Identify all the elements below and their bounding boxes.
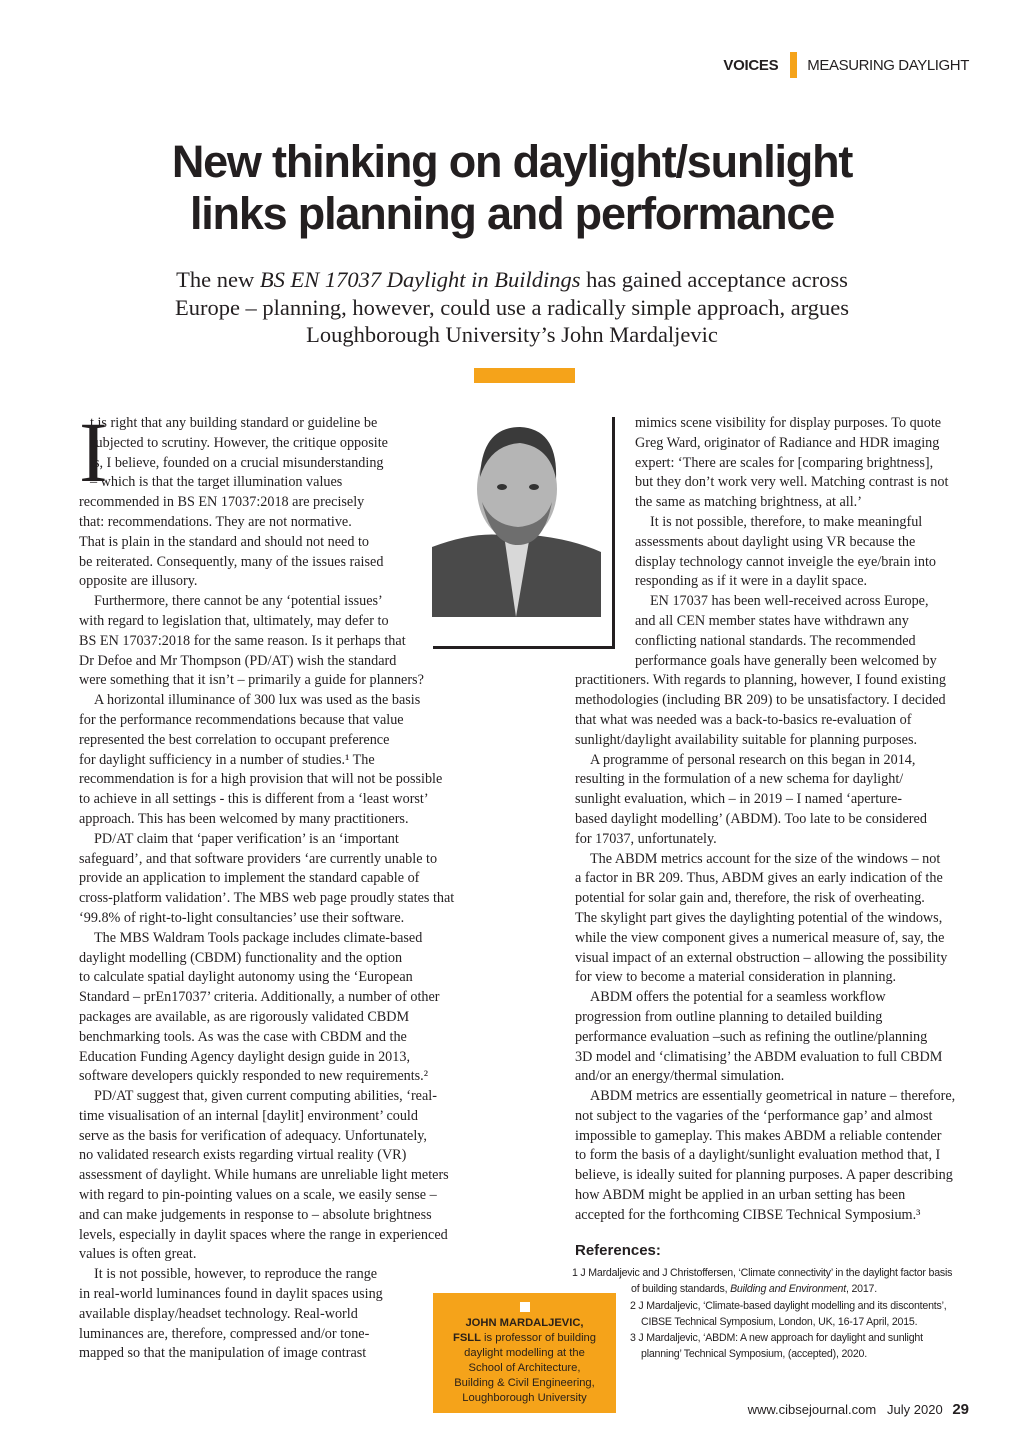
body-text-line: to achieve in all settings - this is different from a ‘least worst’ xyxy=(79,791,429,808)
body-text-line: with regard to legislation that, ultimately, may defer to xyxy=(79,612,389,629)
standfirst-text: The new xyxy=(176,267,260,292)
body-text-line: levels, especially in daylit spaces where the range in experienced xyxy=(79,1226,448,1243)
body-text-line: ABDM metrics are essentially geometrical in nature – therefore, xyxy=(590,1088,956,1105)
reference-journal: Building and Environment xyxy=(730,1283,846,1296)
body-text-line: while the view component gives a numerical measure of, say, the xyxy=(575,929,945,946)
body-text-line: Furthermore, there cannot be any ‘potential issues’ xyxy=(94,593,383,610)
accent-rule xyxy=(474,368,575,383)
bio-text: Loughborough University xyxy=(462,1392,587,1404)
standfirst-title: BS EN 17037 Daylight in Buildings xyxy=(259,267,581,292)
body-text-line: The ABDM metrics account for the size of the windows – not xyxy=(590,850,941,867)
body-text-line: practitioners. With regards to planning, however, I found existing xyxy=(575,672,946,689)
body-text-line: mimics scene visibility for display purposes. To quote xyxy=(635,415,942,431)
body-text-line: for the performance recommendations because that value xyxy=(79,711,404,728)
body-text-line: That is plain in the standard and should not need to xyxy=(79,533,369,550)
references-title: References: xyxy=(575,1242,661,1259)
body-text-line: assessment of daylight. While humans are unreliable light meters xyxy=(79,1167,449,1184)
body-text-line: subjected to scrutiny. However, the critique opposite xyxy=(90,434,388,451)
body-text-line: to calculate spatial daylight autonomy using the ‘European xyxy=(79,969,413,986)
body-text-line: available display/headset technology. Real-world xyxy=(79,1305,358,1322)
body-text-line: values is often great. xyxy=(79,1246,197,1263)
body-text-line: in real-world luminances found in daylit spaces using xyxy=(79,1286,383,1303)
body-text-line: based daylight modelling’ (ABDM). Too late to be considered xyxy=(575,810,927,827)
body-text-line: opposite are illusory. xyxy=(79,573,198,590)
body-text-line: that: recommendations. They are not normative. xyxy=(79,513,352,530)
body-text-line: It is not possible, therefore, to make meaningful xyxy=(650,513,923,530)
body-text-line: The skylight part gives the daylighting potential of the windows, xyxy=(575,909,943,926)
body-text-line: PD/AT claim that ‘paper verification’ is an ‘important xyxy=(94,830,399,847)
body-text-line: Greg Ward, originator of Radiance and HDR imaging xyxy=(635,434,940,451)
body-text-line: recommended in BS EN 17037:2018 are precisely xyxy=(79,494,365,511)
body-text-line: performance evaluation –such as refining the outline/planning xyxy=(575,1028,928,1045)
body-text-line: display technology cannot inveigle the eye/brain into xyxy=(635,553,937,570)
bio-text: School of Architecture, xyxy=(468,1362,581,1374)
body-text-line: software developers quickly responded to new requirements.² xyxy=(79,1068,428,1085)
body-text-line: – which is that the target illumination values xyxy=(90,474,343,491)
author-photo xyxy=(432,417,601,617)
headline xyxy=(0,136,1024,240)
body-text-line: t is right that any building standard or guideline be xyxy=(90,415,378,431)
standfirst-text: has gained acceptance across xyxy=(580,267,848,292)
body-text-line: for view to become a material consideration in planning. xyxy=(575,969,897,986)
body-text-line: performance goals have generally been welcomed by xyxy=(635,652,937,669)
reference-text: , 2017. xyxy=(846,1283,877,1296)
article-column-left xyxy=(79,404,455,1364)
body-text-line: benchmarking tools. As was the case with CBDM and the xyxy=(79,1028,407,1045)
body-text-line: luminances are, therefore, compressed and/or tone- xyxy=(79,1325,370,1342)
section-header xyxy=(723,52,969,78)
body-text-line: visual impact of an external obstruction – allowing the possibility xyxy=(575,949,948,966)
body-text-line: the same as matching brightness, at all.’ xyxy=(635,494,862,511)
body-text-line: EN 17037 has been well-received across Europe, xyxy=(650,593,929,610)
body-text-line: a factor in BR 209. Thus, ABDM gives an early indication of the xyxy=(575,870,943,887)
body-text-line: A horizontal illuminance of 300 lux was used as the basis xyxy=(94,692,421,709)
body-text-line: accepted for the forthcoming CIBSE Technical Symposium.³ xyxy=(575,1206,921,1223)
reference-item: 1 J Mardaljevic and J Christoffersen, ‘Climate connectivity’ in the daylight factor basis xyxy=(572,1267,953,1279)
bio-title: FSLL xyxy=(452,1332,481,1344)
page-footer xyxy=(748,1401,969,1418)
body-text-line: mapped so that the manipulation of image contrast xyxy=(79,1345,367,1362)
body-text-line: ‘99.8% of right-to-light consultancies’ use their software. xyxy=(79,909,405,926)
body-text-line: sunlight evaluation, which – in 2019 – I named ‘aperture- xyxy=(575,791,903,808)
headline-line: links planning and performance xyxy=(189,188,835,239)
body-text-line: is, I believe, founded on a crucial misunderstanding xyxy=(90,454,384,471)
body-text-line: assessments about daylight using VR because the xyxy=(635,533,916,550)
topic-label: MEASURING DAYLIGHT xyxy=(807,56,969,74)
drop-cap: I xyxy=(79,404,108,500)
body-text-line: resulting in the formulation of a new schema for daylight/ xyxy=(575,771,904,788)
body-text-line: Dr Defoe and Mr Thompson (PD/AT) wish the standard xyxy=(79,652,397,669)
body-text-line: PD/AT suggest that, given current computing abilities, ‘real- xyxy=(94,1088,437,1105)
body-text-line: provide an application to implement the standard capable of xyxy=(79,870,420,887)
body-text-line: responding as if it were in a daylit space. xyxy=(635,573,868,590)
references xyxy=(572,1242,953,1363)
body-text-line: sunlight/daylight availability suitable for planning purposes. xyxy=(575,731,918,748)
standfirst xyxy=(0,266,1024,349)
body-text-line: conflicting national standards. The recommended xyxy=(635,632,916,649)
bio-text: Building & Civil Engineering, xyxy=(454,1377,595,1389)
reference-item: 3 J Mardaljevic, ‘ABDM: A new approach for daylight and sunlight xyxy=(630,1332,923,1345)
article-column-right xyxy=(575,414,955,1226)
body-text-line: It is not possible, however, to reproduce the range xyxy=(94,1266,378,1283)
body-text-line: time visualisation of an internal [daylit] environment’ could xyxy=(79,1107,418,1124)
photo-frame-rule xyxy=(433,646,615,649)
body-text-line: expert: ‘There are scales for [comparing brightness], xyxy=(635,454,934,471)
standfirst-text: Loughborough University’s John Mardaljevic xyxy=(306,322,718,347)
body-text-line: potential for solar gain and, therefore, the risk of overheating. xyxy=(575,890,925,907)
body-text-line: recommendation is for a high provision that will not be possible xyxy=(79,771,443,788)
body-text-line: and/or an energy/thermal simulation. xyxy=(575,1068,785,1085)
body-text-line: Education Funding Agency daylight design guide in 2013, xyxy=(79,1048,411,1065)
body-text-line: for 17037, unfortunately. xyxy=(575,830,717,847)
section-label: VOICES xyxy=(723,56,779,74)
bio-marker-icon xyxy=(520,1302,530,1312)
footer-website[interactable]: www.cibsejournal.com xyxy=(747,1402,877,1417)
body-text-line: 3D model and ‘climatising’ the ABDM evaluation to full CBDM xyxy=(575,1048,943,1065)
section-divider xyxy=(790,52,797,78)
body-text-line: how ABDM might be applied in an urban setting has been xyxy=(575,1187,906,1204)
body-text-line: impossible to gameplay. This makes ABDM a reliable contender xyxy=(575,1127,942,1144)
body-text-line: that what was needed was a back-to-basics re-evaluation of xyxy=(575,711,912,728)
body-text-line: but they don’t work very well. Matching contrast is not xyxy=(635,474,949,491)
body-text-line: and can make judgements in response to – absolute brightness xyxy=(79,1206,432,1223)
body-text-line: believe, is ideally suited for planning purposes. A paper describing xyxy=(575,1167,953,1184)
body-text-line: methodologies (including BR 209) to be unsatisfactory. I decided xyxy=(575,692,946,709)
body-text-line: daylight modelling (CBDM) functionality and the option xyxy=(79,949,403,966)
reference-item: planning’ Technical Symposium, (accepted), 2020. xyxy=(641,1348,867,1361)
bio-text: daylight modelling at the xyxy=(464,1347,585,1359)
footer-date: July 2020 xyxy=(887,1402,943,1417)
body-text-line: cross-platform validation’. The MBS web page proudly states that xyxy=(79,890,455,907)
body-text-line: not subject to the vagaries of the ‘performance gap’ and almost xyxy=(575,1107,933,1124)
body-text-line: represented the best correlation to occupant preference xyxy=(79,731,390,748)
body-text-line: A programme of personal research on this began in 2014, xyxy=(590,751,916,768)
body-text-line: progression from outline planning to detailed building xyxy=(575,1008,883,1025)
body-text-line: and all CEN member states have withdrawn any xyxy=(635,612,909,629)
body-text-line: packages are available, as are rigorously validated CBDM xyxy=(79,1008,410,1025)
body-text-line: safeguard’, and that software providers ‘are currently unable to xyxy=(79,850,438,867)
bio-name: JOHN MARDALJEVIC, xyxy=(465,1317,584,1329)
body-text-line: for daylight sufficiency in a number of studies.¹ The xyxy=(79,751,375,768)
body-text-line: no validated research exists regarding virtual reality (VR) xyxy=(79,1147,407,1164)
reference-item xyxy=(575,1281,952,1297)
reference-item: CIBSE Technical Symposium, London, UK, 16-17 April, 2015. xyxy=(641,1315,918,1328)
body-text-line: serve as the basis for verification of adequacy. Unfortunately, xyxy=(79,1127,427,1144)
body-text-line: BS EN 17037:2018 for the same reason. Is it perhaps that xyxy=(79,632,406,649)
page-number: 29 xyxy=(952,1401,969,1418)
headline-line: New thinking on daylight/sunlight xyxy=(171,136,853,187)
body-text-line: ABDM offers the potential for a seamless workflow xyxy=(590,989,886,1006)
body-text-line: Standard – prEn17037’ criteria. Additionally, a number of other xyxy=(79,989,440,1006)
body-text-line: to form the basis of a daylight/sunlight evaluation method that, I xyxy=(575,1147,941,1164)
standfirst-text: Europe – planning, however, could use a radically simple approach, argues xyxy=(174,294,850,320)
reference-item: 2 J Mardaljevic, ‘Climate-based daylight modelling and its discontents’, xyxy=(630,1299,947,1312)
bio-text: is professor of building xyxy=(480,1332,596,1344)
body-text-line: were something that it isn’t – primarily a guide for planners? xyxy=(79,672,424,689)
photo-frame-rule xyxy=(612,417,615,649)
body-text-line: approach. This has been welcomed by many practitioners. xyxy=(79,810,409,827)
reference-text: of building standards, xyxy=(631,1283,731,1296)
body-text-line: The MBS Waldram Tools package includes climate-based xyxy=(94,929,423,946)
body-text-line: with regard to pin-pointing values on a scale, we easily sense – xyxy=(79,1187,437,1204)
body-text-line: be reiterated. Consequently, many of the issues raised xyxy=(79,553,384,570)
